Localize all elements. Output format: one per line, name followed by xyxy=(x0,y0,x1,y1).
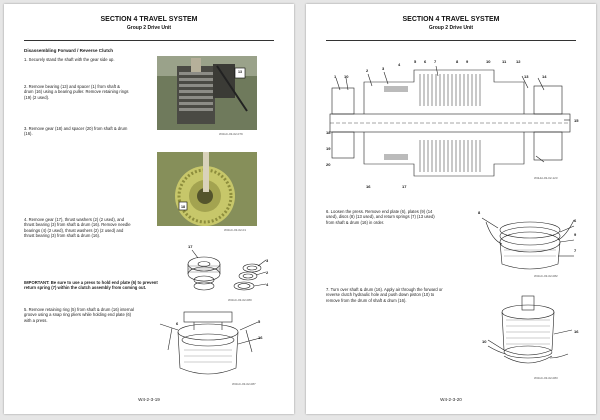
diagram-label-18: 18 xyxy=(326,130,331,135)
important-text: Be sure to use a press to hold end plate (6) to prevent return spring (7) within the clutch assembly from coming out. xyxy=(24,280,158,291)
diagram-label-10a: 10 xyxy=(344,74,349,79)
gear-label-4: 4 xyxy=(266,282,269,287)
step-2: 2. Remove bearing (13) and spacer (1) from shaft & drum (16) using a bearing puller. Remove retaining rings (19) (2 used). xyxy=(24,84,129,100)
important-note xyxy=(24,280,164,291)
left-page-number: W4-2-3-19 xyxy=(138,397,160,402)
section-title: SECTION 4 TRAVEL SYSTEM xyxy=(100,16,198,23)
photo-gear xyxy=(157,152,257,226)
fig2-code: W4GC-03-02-083 xyxy=(534,376,558,380)
fig2-label-10: 10 xyxy=(482,339,487,344)
gear-label-2: 2 xyxy=(266,270,269,275)
diagram-label-3: 3 xyxy=(382,66,385,71)
clutch-cross-section-diagram xyxy=(324,62,578,184)
group-title: Group 2 Drive Unit xyxy=(428,25,474,31)
diagram-label-6: 6 xyxy=(424,59,427,64)
fig2-label-16: 16 xyxy=(574,329,579,334)
step-4: 4. Remove gear (17), thrust washers (2) (2 used), and thrust bearing (3) from shaft & drum (16). Remove needle bearings (4) (2 used), thrust washers (2) (2 used) and thrust bearing (3) from shaft & drum (16). xyxy=(24,217,131,239)
photo1-callout: 13 xyxy=(238,70,242,74)
diagram-label-2: 2 xyxy=(366,68,369,73)
figure-piston-removal xyxy=(478,294,578,374)
section-title: SECTION 4 TRAVEL SYSTEM xyxy=(402,16,500,23)
figure-press-clutch xyxy=(154,310,269,382)
diagram-label-13: 13 xyxy=(524,74,529,79)
step-1: 1. Securely stand the shaft with the gear side up. xyxy=(24,57,115,62)
fig1-label-9: 9 xyxy=(574,232,577,237)
diagram-label-12: 12 xyxy=(516,59,521,64)
photo-bearing-puller xyxy=(157,56,257,130)
photo2-code: W4GC-03-02-01 xyxy=(224,228,247,232)
diagram-label-4: 4 xyxy=(398,62,401,67)
step-7: 7. Turn over shaft & drum (16). Apply air through the forward or reverse clutch hydraulic hole and push down piston (10) to remove from the drum of shaft & drum (16). xyxy=(326,287,443,303)
diagram-label-11: 11 xyxy=(502,59,507,64)
diagram-label-19: 19 xyxy=(326,146,331,151)
press-label-6: 6 xyxy=(176,321,179,326)
gear-fig-code: W4GC-03-02-080 xyxy=(228,298,252,302)
fig1-label-7: 7 xyxy=(574,248,577,253)
gear-label-3: 3 xyxy=(266,258,269,263)
photo1-code: W4GC-03-02-079 xyxy=(219,132,243,136)
right-page xyxy=(306,4,596,414)
step-3: 3. Remove gear (18) and spacer (20) from shaft & drum (16). xyxy=(24,126,128,137)
right-header xyxy=(306,16,596,31)
left-header xyxy=(4,16,294,31)
fig1-code: W4GC-03-02-082 xyxy=(534,274,558,278)
right-page-number: W4-2-3-20 xyxy=(440,397,462,402)
fig1-label-6: 6 xyxy=(574,218,577,223)
header-rule xyxy=(326,40,576,41)
diagram-label-15: 15 xyxy=(574,118,579,123)
fig1-label-8: 8 xyxy=(478,210,481,215)
subheading: Disassembling Forward / Reverse Clutch xyxy=(24,48,114,53)
diagram-label-5: 5 xyxy=(414,59,417,64)
header-rule xyxy=(24,40,274,41)
diagram-label-1: 1 xyxy=(334,74,337,79)
step-5: 5. Remove retaining ring (5) from shaft & drum (16) internal groove using a snap ring pliers while holding end plate (6) with a press. xyxy=(24,307,134,323)
diagram-label-8: 8 xyxy=(456,59,459,64)
diagram-label-7: 7 xyxy=(434,59,437,64)
important-label: IMPORTANT: xyxy=(24,280,50,285)
left-page xyxy=(4,4,294,414)
press-label-5: 5 xyxy=(258,319,261,324)
gear-label-17: 17 xyxy=(188,244,193,249)
diagram-label-14: 14 xyxy=(542,74,547,79)
photo2-callout: 18 xyxy=(181,205,185,209)
figure-plates-removal xyxy=(478,212,578,274)
diagram-label-16: 16 xyxy=(366,184,371,189)
group-title: Group 2 Drive Unit xyxy=(126,25,172,31)
diagram-label-17: 17 xyxy=(402,184,407,189)
diagram-label-20: 20 xyxy=(326,162,331,167)
press-fig-code: W4GC-03-02-087 xyxy=(232,382,256,386)
diagram-label-9: 9 xyxy=(466,59,469,64)
diagram-code: W4HH-03-02-123 xyxy=(534,176,558,180)
figure-gear-washers xyxy=(174,242,274,297)
diagram-label-10b: 10 xyxy=(486,59,491,64)
step-6: 6. Loosen the press. Remove end plate (6), plates (9) (14 used), discs (8) (13 used), and return springs (7) (13 used) from shaft & drum (16) in order. xyxy=(326,209,435,225)
press-label-16: 16 xyxy=(258,335,263,340)
